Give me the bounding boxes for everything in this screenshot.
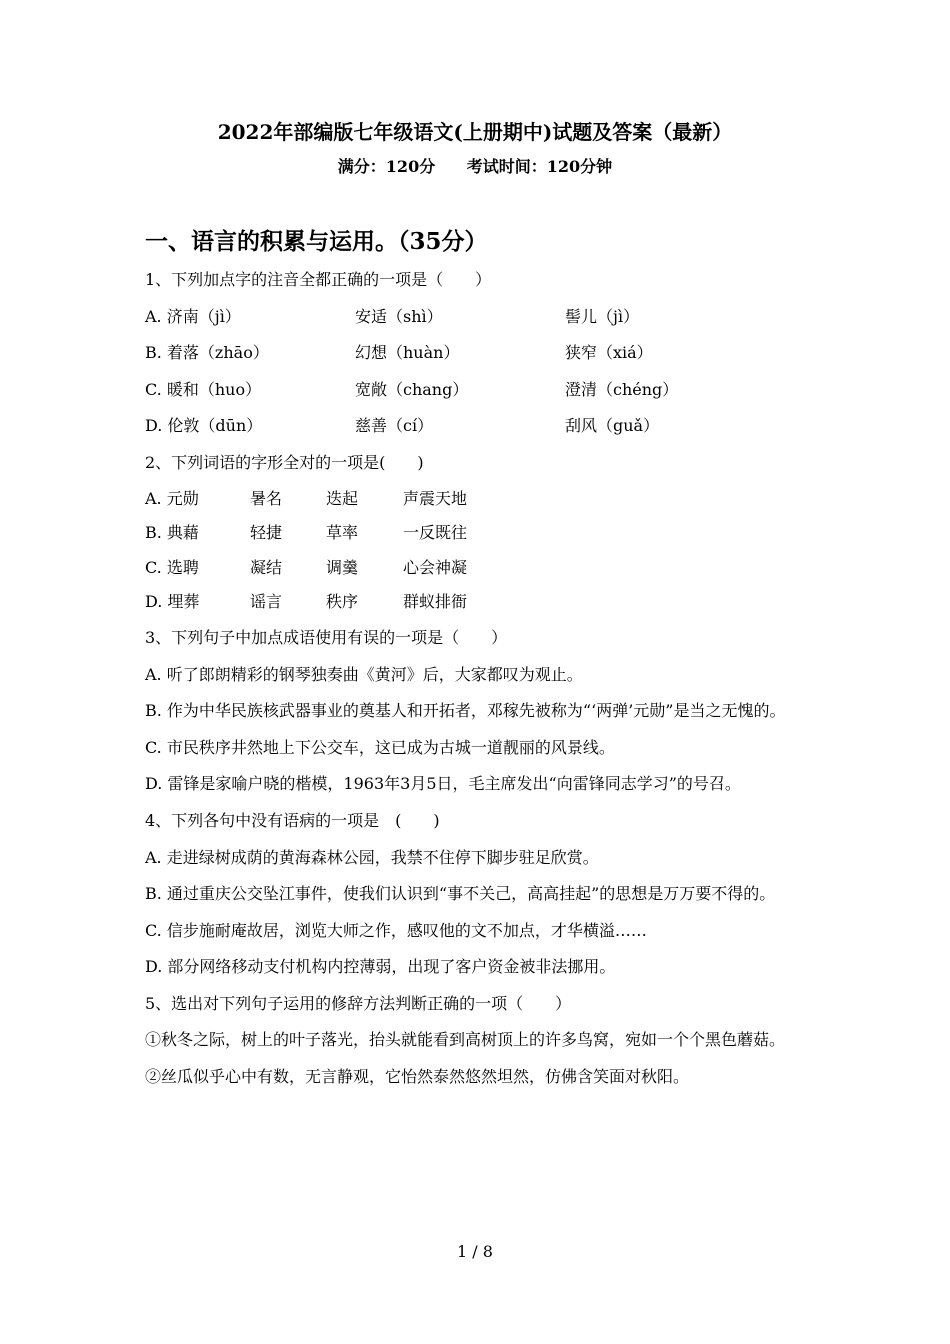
question-4-option-d: D. 部分网络移动支付机构内控薄弱，出现了客户资金被非法挪用。: [145, 957, 616, 977]
question-1-option-a: [145, 299, 810, 336]
option-cell: B. 典藉: [145, 523, 199, 543]
option-cell: 安适（shì）: [355, 306, 443, 326]
question-2-option-c: [145, 551, 810, 586]
question-1-option-c: [145, 372, 810, 409]
question-1-option-d: [145, 408, 810, 445]
option-cell: 声震天地: [403, 488, 468, 508]
question-1-option-b: [145, 335, 810, 372]
option-cell: 轻捷: [250, 523, 283, 543]
question-1-stem: 1、下列加点字的注音全都正确的一项是（ ）: [145, 270, 492, 289]
option-cell: 谣言: [250, 592, 283, 612]
option-cell: 澄清（chéng）: [565, 379, 679, 399]
option-cell: C. 选聘: [145, 557, 199, 577]
question-2-stem: 2、下列词语的字形全对的一项是( ): [145, 452, 424, 472]
option-cell: 狭窄（xiá）: [565, 343, 653, 363]
question-4-option-c: C. 信步施耐庵故居，浏览大师之作，感叹他的文不加点，才华横溢……: [145, 920, 647, 940]
exam-time: 考试时间：120分钟: [466, 157, 613, 176]
option-cell: D. 伦敦（dūn）: [145, 416, 263, 436]
option-cell: 秩序: [326, 592, 359, 612]
option-cell: 调羹: [326, 557, 359, 577]
option-cell: D. 埋葬: [145, 592, 200, 612]
question-5-stem: 5、选出对下列句子运用的修辞方法判断正确的一项（ ）: [145, 993, 572, 1013]
question-4-stem: 4、下列各句中没有语病的一项是 ( ): [145, 810, 440, 830]
question-3-option-c: C. 市民秩序井然地上下公交车，这已成为古城一道靓丽的风景线。: [145, 737, 615, 757]
question-3-option-a: A. 听了郎朗精彩的钢琴独奏曲《黄河》后，大家都叹为观止。: [145, 664, 583, 684]
option-cell: 宽敞（chang）: [355, 379, 469, 399]
page-number: 1 / 8: [457, 1242, 493, 1261]
document-title: 2022年部编版七年级语文(上册期中)试题及答案（最新）: [217, 120, 733, 144]
option-cell: 刮风（guǎ）: [565, 416, 660, 436]
option-cell: C. 暖和（huo）: [145, 379, 262, 399]
question-5-sentence-1: ①秋冬之际，树上的叶子落光，抬头就能看到高树顶上的许多鸟窝，宛如一个个黑色蘑菇。: [145, 1030, 786, 1050]
option-cell: 群蚁排衙: [403, 592, 468, 612]
exam-info: [0, 154, 950, 180]
option-cell: 草率: [326, 523, 359, 543]
question-2-option-d: [145, 585, 810, 620]
option-cell: 髻儿（jì）: [565, 306, 640, 326]
question-3-stem: 3、下列句子中加点成语使用有误的一项是（ ）: [145, 627, 508, 647]
question-4-option-b: B. 通过重庆公交坠江事件，使我们认识到“事不关己，高高挂起”的思想是万万要不得的。: [145, 884, 776, 904]
option-cell: 暑名: [250, 488, 283, 508]
option-cell: 一反既往: [403, 523, 468, 543]
option-cell: 迭起: [326, 488, 359, 508]
question-2-option-a: [145, 482, 810, 517]
question-3-option-b: B. 作为中华民族核武器事业的奠基人和开拓者，邓稼先被称为“‘两弹’元勋”是当之无愧的。: [145, 701, 786, 721]
question-5-sentence-2: ②丝瓜似乎心中有数，无言静观，它怡然泰然悠然坦然，仿佛含笑面对秋阳。: [145, 1067, 690, 1087]
option-cell: B. 着落（zhāo）: [145, 343, 269, 363]
question-3-option-d: D. 雷锋是家喻户晓的楷模，1963年3月5日，毛主席发出“向雷锋同志学习”的号召。: [145, 774, 741, 794]
question-4-option-a: A. 走进绿树成荫的黄海森林公园，我禁不住停下脚步驻足欣赏。: [145, 847, 599, 867]
question-2-option-b: [145, 516, 810, 551]
option-cell: 幻想（huàn）: [355, 343, 460, 363]
option-cell: 慈善（cí）: [355, 416, 434, 436]
section-heading: 一、语言的积累与运用。（35分）: [145, 228, 488, 255]
full-score: 满分：120分: [337, 157, 436, 176]
option-cell: A. 元勋: [145, 488, 199, 508]
option-cell: 心会神凝: [403, 557, 468, 577]
option-cell: A. 济南（jì）: [145, 306, 241, 326]
question-list: [145, 262, 810, 1096]
option-cell: 凝结: [250, 557, 283, 577]
